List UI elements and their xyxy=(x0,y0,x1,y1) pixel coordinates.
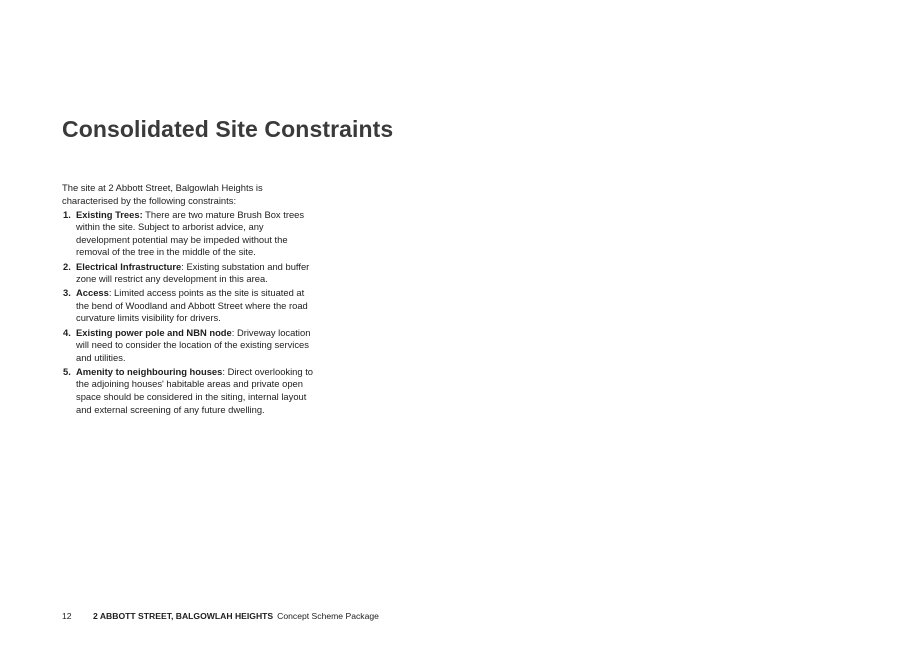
constraints-list xyxy=(62,209,314,417)
item-term: Electrical Infrastructure xyxy=(76,260,182,272)
item-number: 4. xyxy=(63,326,71,338)
item-description: : Limited access points as the site is situated at the bend of Woodland and Abbott Street where the road curvature limits visibility for drivers. xyxy=(76,287,308,324)
constraint-item-neighbour-amenity xyxy=(62,366,314,416)
footer-address: 2 ABBOTT STREET, BALGOWLAH HEIGHTS xyxy=(93,611,274,621)
constraint-item-existing-trees xyxy=(62,209,314,259)
item-description: : Direct overlooking to the adjoining houses' habitable areas and private open space should be considered in the siting, internal layout and external screening of any future dwelling. xyxy=(76,365,314,415)
footer-document-name: Concept Scheme Package xyxy=(277,611,379,621)
item-description: : Existing substation and buffer zone will restrict any development in this area. xyxy=(76,260,310,285)
item-description: : Driveway location will need to consider the location of the existing services and utilities. xyxy=(76,326,311,363)
item-description: There are two mature Brush Box trees within the site. Subject to arborist advice, any development potential may be impeded without the removal of the tree in the middle of the site. xyxy=(76,208,305,258)
item-term: Amenity to neighbouring houses xyxy=(76,365,223,377)
item-term: Existing power pole and NBN node xyxy=(76,326,232,338)
intro-paragraph: The site at 2 Abbott Street, Balgowlah Heights is characterised by the following constraints: xyxy=(62,182,263,206)
page-number: 12 xyxy=(62,611,72,621)
constraint-item-electrical-infrastructure xyxy=(62,261,314,286)
item-term: Access xyxy=(76,287,109,299)
constraints-section xyxy=(62,182,314,418)
page-footer xyxy=(62,611,379,621)
item-number: 2. xyxy=(63,260,71,272)
constraint-item-access xyxy=(62,287,314,325)
item-term: Existing Trees: xyxy=(76,208,143,220)
item-number: 5. xyxy=(63,365,71,377)
item-number: 3. xyxy=(63,287,71,299)
item-number: 1. xyxy=(63,208,71,220)
constraint-item-power-pole-nbn xyxy=(62,327,314,365)
page-title: Consolidated Site Constraints xyxy=(62,116,394,142)
